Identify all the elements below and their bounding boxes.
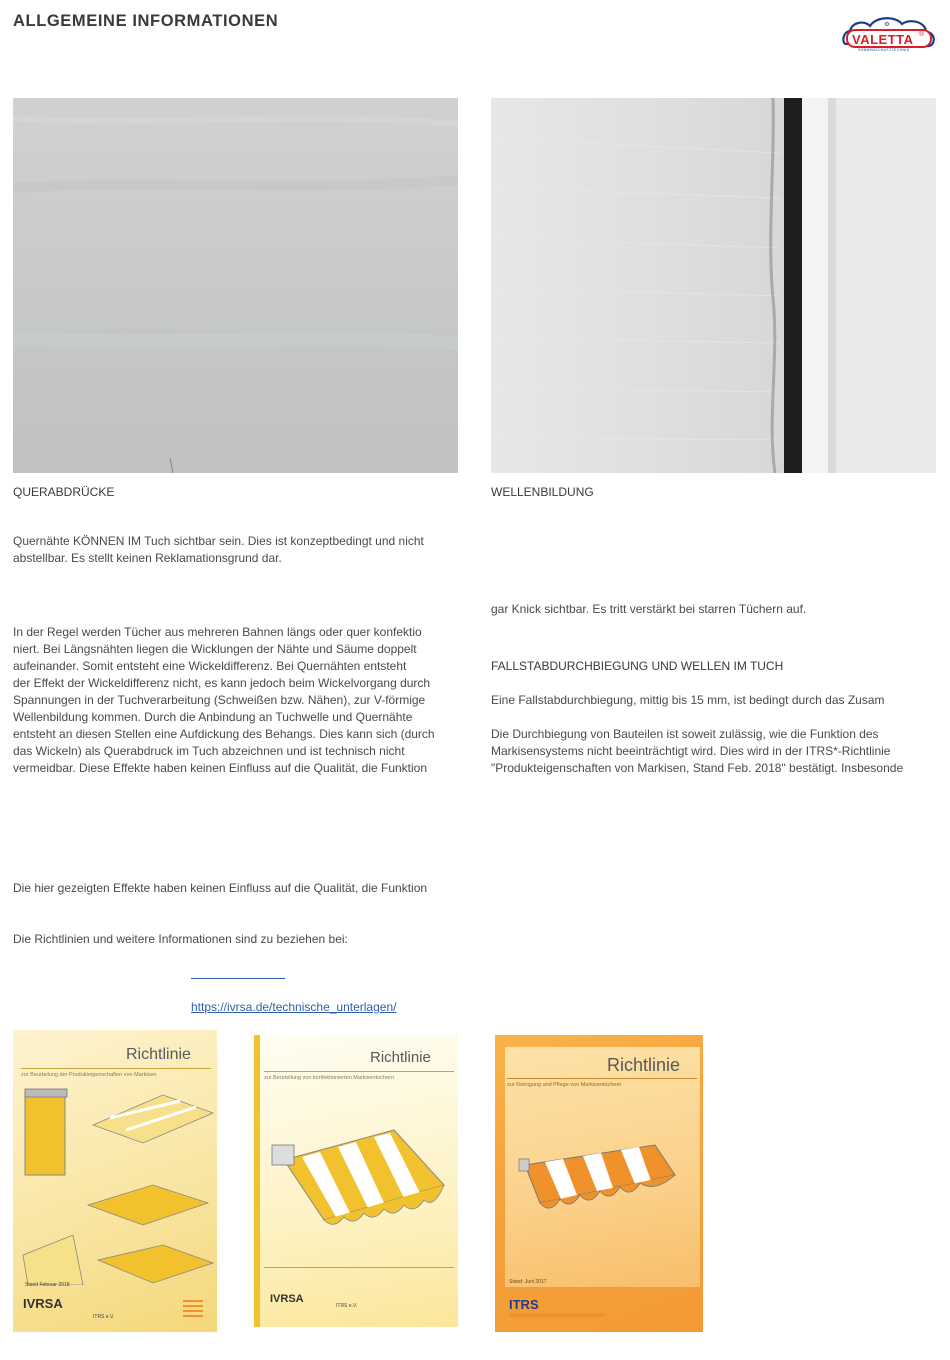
itrs-logo-bar <box>509 1313 604 1317</box>
cover-subtitle: zur Reinigung und Pflege von Markisentüchern <box>507 1082 622 1088</box>
link-underline-rule <box>191 978 285 979</box>
text-line: In der Regel werden Tücher aus mehreren Bahnen längs oder quer konfektio <box>13 625 422 639</box>
text-line: Spannungen in der Tuchverarbeitung (Schweißen bzw. Nähen), zur V-förmige <box>13 693 426 707</box>
cover-subtitle: zur Beurteilung der Produkteigenschaften von Markisen <box>21 1072 157 1078</box>
logo-text: VALETTA <box>852 32 914 47</box>
ivrsa-logo: IVRSA <box>270 1293 304 1305</box>
text-line: entsteht an diesen Stellen eine Aufdickung des Behangs. Dies kann sich (durch <box>13 727 435 741</box>
fallstab-heading: FALLSTABDURCHBIEGUNG UND WELLEN IM TUCH <box>491 659 784 673</box>
awning-illustration <box>254 1105 458 1235</box>
logo-registered: ® <box>919 31 925 38</box>
svg-text:⚙: ⚙ <box>884 22 890 28</box>
awning-illustrations <box>13 1085 217 1285</box>
querabdruecke-intro <box>13 533 463 567</box>
text-line: "Produkteigenschaften von Markisen, Stand Feb. 2018" bestätigt. Insbesonde <box>491 761 904 775</box>
text-line: Die Durchbiegung von Bauteilen ist soweit zulässig, wie die Funktion des <box>491 727 879 741</box>
cover-date: Stand Februar 2018 <box>25 1282 70 1288</box>
fallstab-explanation <box>491 726 941 777</box>
guideline-cover-2[interactable] <box>254 1035 458 1327</box>
text-line: das Wickeln) als Querabdruck im Tuch abzeichnen und ist technisch nicht <box>13 744 405 758</box>
guidelines-note: Die Richtlinien und weitere Informationen sind zu beziehen bei: <box>13 932 348 946</box>
text-line: niert. Bei Längsnähten liegen die Wicklungen der Nähte und Säume doppelt <box>13 642 417 656</box>
text-line: der Effekt der Wickeldifferenz nicht, es kann jedoch beim Wickelvorgang durch <box>13 676 431 690</box>
text-line: Wellenbildung kommen. Durch die Anbindung an Tuchwelle und Quernähte <box>13 710 413 724</box>
querabdruecke-explanation <box>13 624 468 777</box>
cover-rule-bottom <box>264 1267 454 1268</box>
ivrsa-link[interactable]: https://ivrsa.de/technische_unterlagen/ <box>191 1000 397 1014</box>
cover-rule <box>21 1068 211 1069</box>
page-title: ALLGEMEINE INFORMATIONEN <box>13 12 279 30</box>
text-line: Markisensystems nicht beeinträchtigt wird. Dies wird in der ITRS*-Richtlinie <box>491 744 891 758</box>
cover-rule <box>507 1078 697 1079</box>
ivrsa-logo: IVRSA <box>23 1296 63 1311</box>
cover-title: Richtlinie <box>126 1046 191 1063</box>
awning-illustration <box>495 1135 703 1225</box>
fallstab-intro: Eine Fallstabdurchbiegung, mittig bis 15 mm, ist bedingt durch das Zusam <box>491 693 885 707</box>
cover-subtitle: zur Beurteilung von konfektionierten Markisentüchern <box>264 1075 394 1081</box>
logo-tagline: SONNENSCHUTZTECHNIK <box>858 48 910 52</box>
guideline-cover-3[interactable] <box>495 1035 703 1332</box>
guideline-cover-1[interactable] <box>13 1030 217 1332</box>
text-line: abstellbar. Es stellt keinen Reklamationsgrund dar. <box>13 551 282 565</box>
valetta-logo <box>840 14 938 58</box>
effects-note: Die hier gezeigten Effekte haben keinen Einfluss auf die Qualität, die Funktion <box>13 881 428 895</box>
itrs-label: ITRS e.V. <box>93 1314 115 1320</box>
itrs-label: ITRS e.V. <box>336 1303 358 1309</box>
caption-querabdruecke: QUERABDRÜCKE <box>13 485 115 499</box>
caption-wellenbildung: WELLENBILDUNG <box>491 485 594 499</box>
stripes-logo <box>183 1298 203 1318</box>
cover-title: Richtlinie <box>607 1055 681 1075</box>
text-line: Quernähte KÖNNEN IM Tuch sichtbar sein. Dies ist konzeptbedingt und nicht <box>13 534 424 548</box>
text-line: vermeidbar. Diese Effekte haben keinen Einfluss auf die Qualität, die Funktion <box>13 761 428 775</box>
cover-title: Richtlinie <box>370 1049 431 1066</box>
wellenbildung-photo <box>491 98 936 473</box>
cover-date: Stand: Juni 2017 <box>509 1279 547 1285</box>
cover-rule <box>264 1071 454 1072</box>
text-line: aufeinander. Somit entsteht eine Wickeldifferenz. Bei Quernähten entsteht <box>13 659 407 673</box>
wellenbildung-text: gar Knick sichtbar. Es tritt verstärkt bei starren Tüchern auf. <box>491 602 807 616</box>
querabdruecke-photo <box>13 98 458 473</box>
itrs-logo: ITRS <box>509 1297 539 1312</box>
